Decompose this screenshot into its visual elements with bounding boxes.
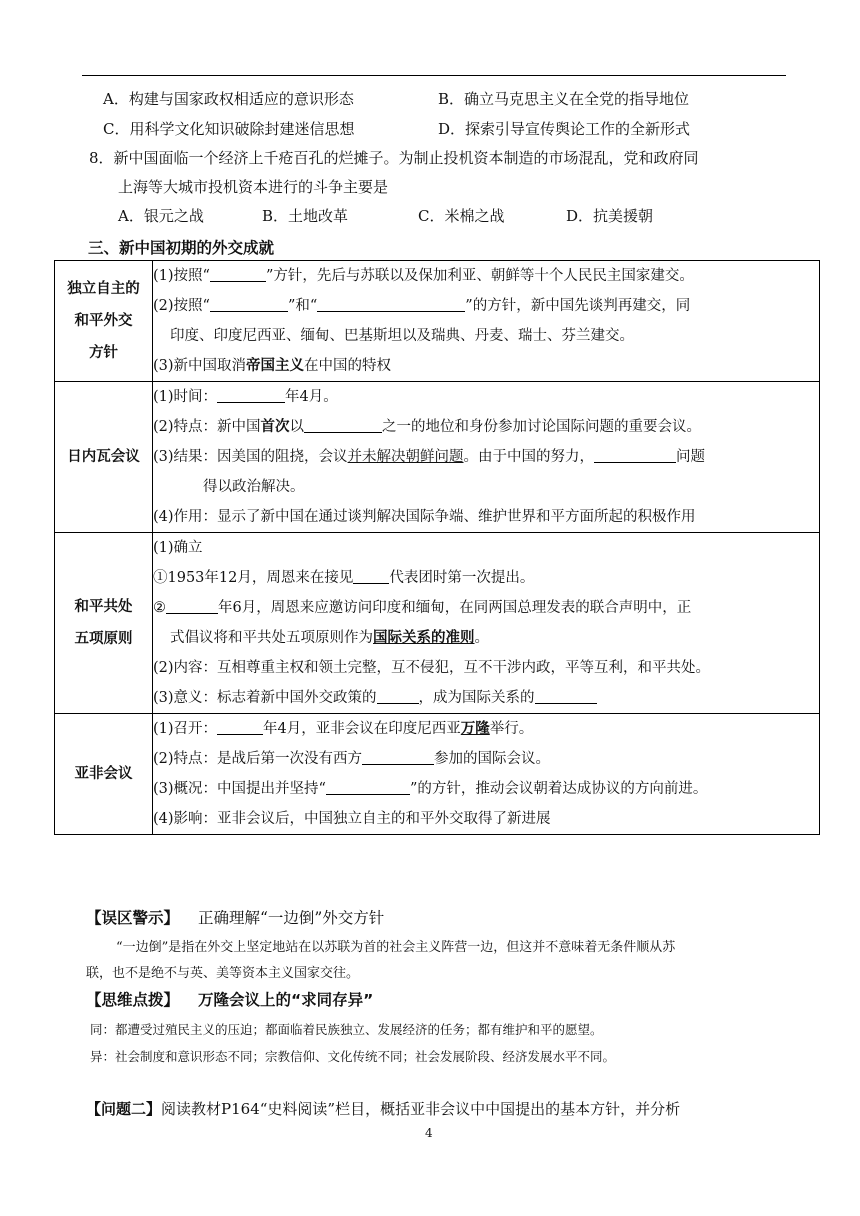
table-row-geneva bbox=[55, 382, 820, 533]
q7-option-a: A．构建与国家政权相适应的意识形态 bbox=[103, 90, 354, 108]
fill-blank[interactable] bbox=[362, 748, 434, 765]
question-two bbox=[86, 1098, 680, 1119]
row-content-asia-africa: (1)召开： 年4月，亚非会议在印度尼西亚万隆举行。 (2)特点：是战后第一次没有西方 参加的国际会议。 (3)概况：中国提出并坚持“ ”的方针，推动会议朝着达成协议的方向前进。 (4)影响：亚非会议后，中国独立自主的和平外交取得了新进展 bbox=[153, 714, 820, 835]
q8-option-c: C．米棉之战 bbox=[418, 207, 505, 225]
thinking-same: 同：都遭受过殖民主义的压迫；都面临着民族独立、发展经济的任务；都有维护和平的愿望。 bbox=[90, 1022, 603, 1037]
thinking-heading bbox=[86, 988, 373, 1010]
q8-option-a: A．银元之战 bbox=[118, 207, 204, 225]
table-row-independent-diplomacy bbox=[55, 261, 820, 382]
thinking-title: 万隆会议上的“求同存异” bbox=[197, 991, 374, 1009]
table-row-five-principles bbox=[55, 533, 820, 714]
fill-blank[interactable] bbox=[166, 597, 218, 614]
table-row-asia-africa bbox=[55, 714, 820, 835]
thinking-diff: 异：社会制度和意识形态不同；宗教信仰、文化传统不同；社会发展阶段、经济发展水平不同。 bbox=[90, 1049, 616, 1064]
fill-blank[interactable] bbox=[377, 687, 419, 704]
fill-blank[interactable] bbox=[210, 265, 266, 282]
q8-stem-line2: 上海等大城市投机资本进行的斗争主要是 bbox=[118, 178, 389, 196]
row-content-independent-diplomacy: (1)按照“ ”方针，先后与苏联以及保加利亚、朝鲜等十个人民民主国家建交。 (2)按照“ ”和“ ”的方针，新中国先谈判再建交，同 印度、印度尼西亚、缅甸、巴基斯坦以及瑞典、丹麦、瑞士、芬兰建交。 (3)新中国取消帝国主义在中国的特权 bbox=[153, 261, 820, 382]
fill-blank[interactable] bbox=[217, 718, 263, 735]
fill-blank[interactable] bbox=[535, 687, 597, 704]
fill-blank[interactable] bbox=[594, 446, 676, 463]
thinking-tag: 【思维点拨】 bbox=[86, 991, 180, 1009]
row-label-independent-diplomacy: 独立自主的 和平外交 方针 bbox=[55, 261, 153, 382]
fill-blank[interactable] bbox=[317, 295, 465, 312]
warning-title: 正确理解“一边倒”外交方针 bbox=[197, 909, 385, 927]
page-number: 4 bbox=[425, 1126, 433, 1140]
q8-option-d: D．抗美援朝 bbox=[566, 207, 654, 225]
fill-blank[interactable] bbox=[304, 416, 382, 433]
question-two-text: 阅读教材P164“史料阅读”栏目，概括亚非会议中中国提出的基本方针，并分析 bbox=[161, 1100, 681, 1118]
warning-heading bbox=[86, 906, 384, 928]
row-label-asia-africa: 亚非会议 bbox=[55, 714, 153, 835]
q7-option-c: C．用科学文化知识破除封建迷信思想 bbox=[103, 120, 355, 138]
q7-option-d: D．探索引导宣传舆论工作的全新形式 bbox=[438, 120, 691, 138]
header-rule bbox=[82, 75, 786, 76]
q8-option-b: B．土地改革 bbox=[262, 207, 349, 225]
warning-tag: 【误区警示】 bbox=[86, 909, 180, 927]
row-content-geneva: (1)时间： 年4月。 (2)特点：新中国首次以 之一的地位和身份参加讨论国际问题的重要会议。 (3)结果：因美国的阻挠，会议并未解决朝鲜问题。由于中国的努力， 问题 得以政治解决。 (4)作用：显示了新中国在通过谈判解决国际争端、维护世界和平方面所起的积极作用 bbox=[153, 382, 820, 533]
warning-paragraph-line2: 联，也不是绝不与英、美等资本主义国家交往。 bbox=[86, 966, 360, 981]
fill-blank[interactable] bbox=[326, 778, 410, 795]
q8-stem-line1: 8．新中国面临一个经济上千疮百孔的烂摊子。为制止投机资本制造的市场混乱，党和政府同 bbox=[89, 149, 699, 167]
section-title: 三、新中国初期的外交成就 bbox=[88, 239, 275, 257]
fill-blank[interactable] bbox=[353, 567, 389, 584]
fill-blank[interactable] bbox=[210, 295, 288, 312]
warning-paragraph-line1: “一边倒”是指在外交上坚定地站在以苏联为首的社会主义阵营一边，但这并不意味着无条件顺从苏 bbox=[116, 940, 676, 955]
fill-blank[interactable] bbox=[217, 386, 285, 403]
diplomacy-table bbox=[54, 260, 820, 835]
row-content-five-principles: (1)确立 ①1953年12月，周恩来在接见 代表团时第一次提出。 ② 年6月，周恩来应邀访问印度和缅甸，在同两国总理发表的联合声明中，正 式倡议将和平共处五项原则作为国际关系的准则。 (2)内容：互相尊重主权和领土完整，互不侵犯，互不干涉内政，平等互利，和平共处。 (3)意义：标志着新中国外交政策的 ，成为国际关系的 bbox=[153, 533, 820, 714]
row-label-geneva: 日内瓦会议 bbox=[55, 382, 153, 533]
q7-option-b: B．确立马克思主义在全党的指导地位 bbox=[438, 90, 690, 108]
question-two-tag: 【问题二】 bbox=[86, 1100, 162, 1118]
row-label-five-principles: 和平共处 五项原则 bbox=[55, 533, 153, 714]
